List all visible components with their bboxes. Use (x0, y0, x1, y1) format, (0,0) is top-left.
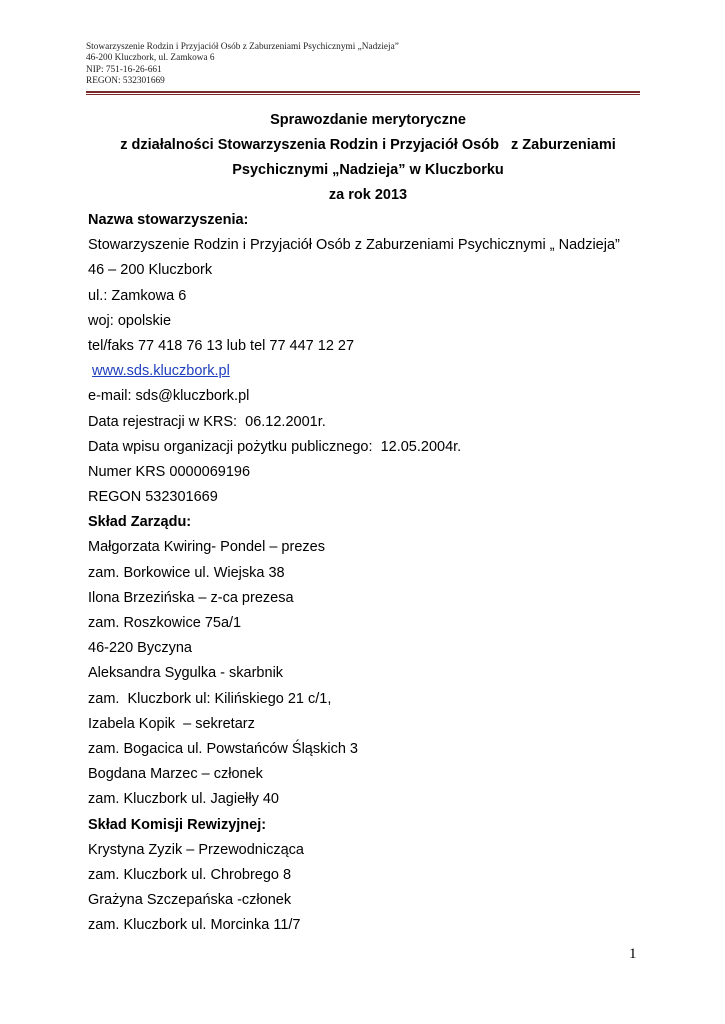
board-line: zam. Bogacica ul. Powstańców Śląskich 3 (88, 740, 358, 757)
board-line: Aleksandra Sygulka - skarbnik (88, 665, 284, 682)
association-street: ul.: Zamkowa 6 (88, 287, 187, 304)
audit-committee-line: zam. Kluczbork ul. Chrobrego 8 (88, 866, 292, 883)
header-address: 46-200 Kluczbork, ul. Zamkowa 6 (86, 53, 215, 64)
board-line: Małgorzata Kwiring- Pondel – prezes (88, 539, 325, 556)
document-body (88, 108, 648, 938)
association-voivodeship: woj: opolskie (88, 312, 172, 329)
page-header (86, 42, 640, 87)
website-link[interactable]: www.sds.kluczbork.pl (92, 363, 230, 380)
audit-committee-line: Grażyna Szczepańska -członek (88, 892, 292, 909)
page-number: 1 (629, 946, 637, 962)
audit-committee-heading: Skład Komisji Rewizyjnej: (88, 816, 267, 833)
association-postal: 46 – 200 Kluczbork (88, 262, 213, 279)
report-subtitle-line-2: Psychicznymi „Nadzieja” w Kluczborku (232, 162, 504, 178)
header-regon: REGON: 532301669 (86, 75, 165, 86)
board-line: zam. Kluczbork ul. Jagiełły 40 (88, 791, 279, 808)
audit-committee-line: Krystyna Zyzik – Przewodnicząca (88, 841, 304, 858)
report-year: za rok 2013 (328, 187, 408, 203)
board-line: zam. Kluczbork ul: Kilińskiego 21 c/1, (88, 690, 332, 707)
association-phone: tel/faks 77 418 76 13 lub tel 77 447 12 27 (88, 337, 355, 354)
board-line: zam. Roszkowice 75a/1 (88, 615, 242, 631)
audit-committee-line: zam. Kluczbork ul. Morcinka 11/7 (88, 917, 301, 934)
board-line: Izabela Kopik – sekretarz (88, 715, 255, 732)
report-subtitle-line-1: z działalności Stowarzyszenia Rodzin i Przyjaciół Osób z Zaburzeniami (120, 137, 616, 153)
report-title: Sprawozdanie merytoryczne (270, 112, 466, 128)
opp-registration-date: Data wpisu organizacji pożytku publicznego: 12.05.2004r. (88, 438, 462, 455)
board-line: Bogdana Marzec – członek (88, 766, 263, 783)
header-divider (86, 91, 640, 95)
association-email: e-mail: sds@kluczbork.pl (88, 388, 250, 405)
association-name: Stowarzyszenie Rodzin i Przyjaciół Osób z Zaburzeniami Psychicznymi „ Nadzieja” (88, 237, 620, 254)
board-heading: Skład Zarządu: (88, 514, 192, 531)
board-line: zam. Borkowice ul. Wiejska 38 (88, 564, 285, 581)
header-nip: NIP: 751-16-26-661 (86, 64, 162, 75)
association-heading: Nazwa stowarzyszenia: (88, 212, 249, 228)
regon-number: REGON 532301669 (88, 489, 218, 506)
krs-number: Numer KRS 0000069196 (88, 463, 251, 480)
header-org-name: Stowarzyszenie Rodzin i Przyjaciół Osób z Zaburzeniami Psychicznymi „Nadzieja” (86, 42, 399, 52)
krs-registration-date: Data rejestracji w KRS: 06.12.2001r. (88, 413, 326, 430)
board-line: Ilona Brzezińska – z-ca prezesa (88, 589, 294, 606)
board-line: 46-220 Byczyna (88, 640, 192, 657)
